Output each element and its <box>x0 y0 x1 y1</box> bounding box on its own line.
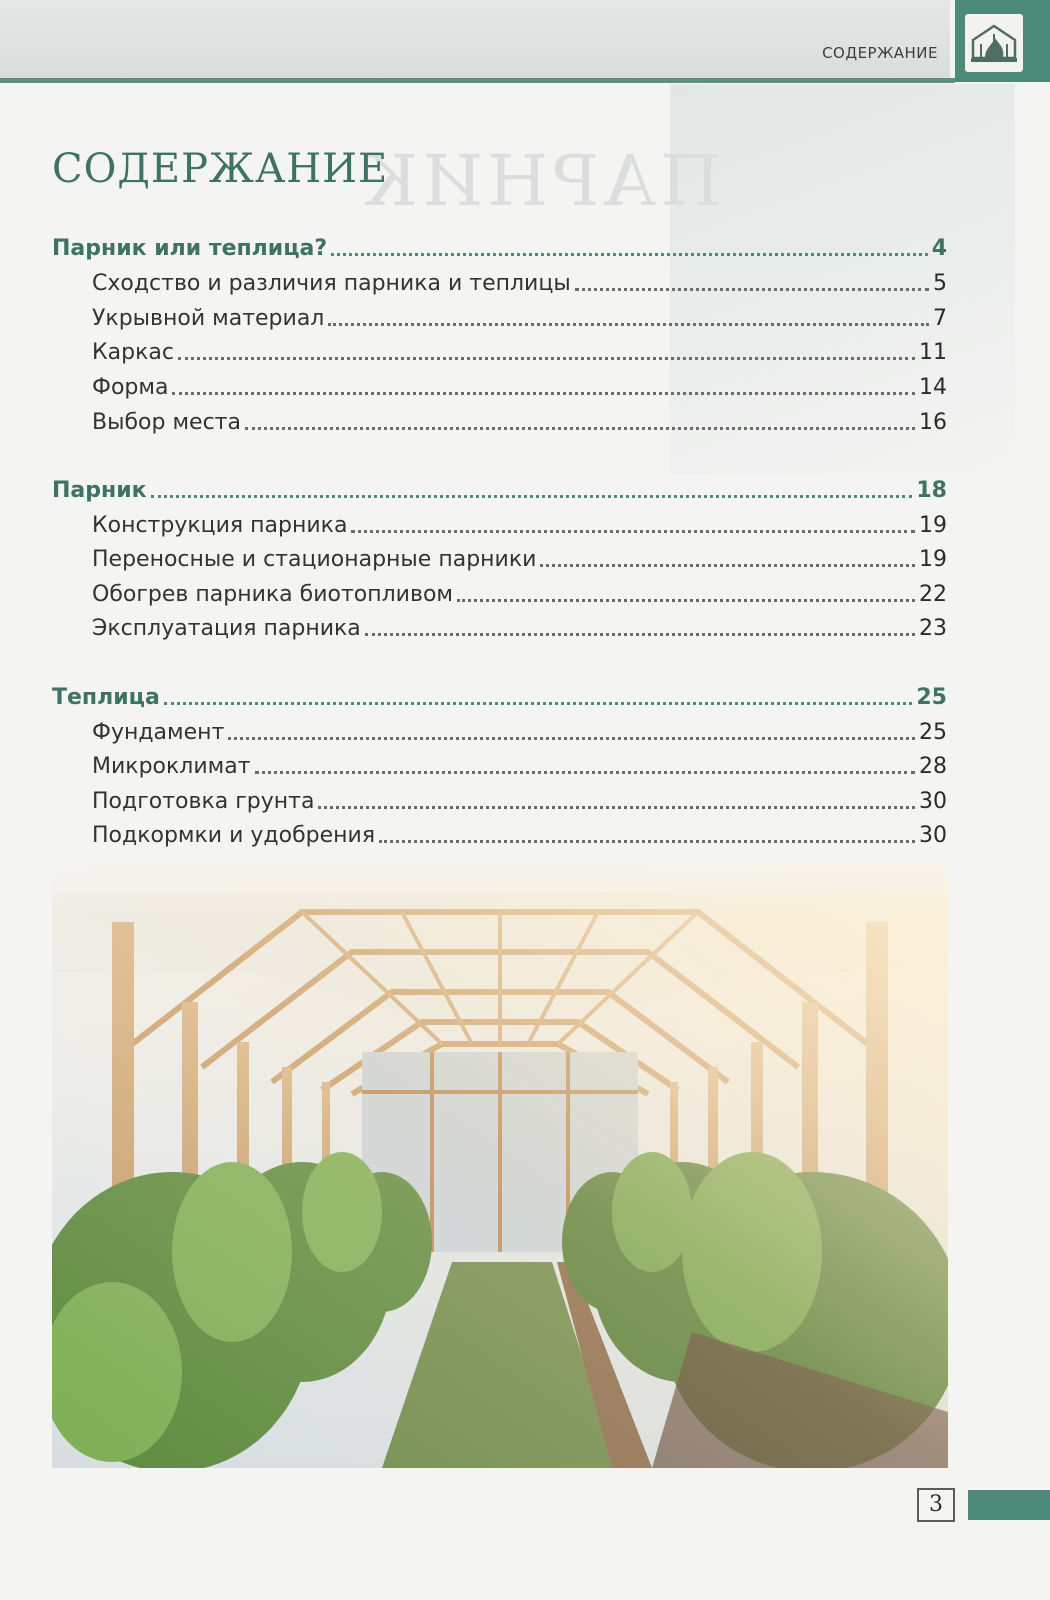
toc-entry-page: 18 <box>916 478 947 503</box>
toc-entry-page: 23 <box>919 616 947 641</box>
toc-entry-title: Каркас <box>92 340 174 365</box>
logo-tab <box>955 0 1050 82</box>
dot-leader <box>178 357 915 360</box>
toc-entry-title: Парник <box>52 478 147 503</box>
toc-entry <box>52 712 947 746</box>
toc-entry-page: 19 <box>919 547 947 572</box>
toc-entry <box>52 746 947 780</box>
running-header: СОДЕРЖАНИЕ <box>822 44 938 62</box>
toc-section-entry <box>52 470 947 504</box>
toc-entry <box>52 574 947 608</box>
dot-leader <box>228 737 915 740</box>
page-number-bar <box>968 1490 1050 1520</box>
toc-entry-title: Парник или теплица? <box>52 236 328 261</box>
toc-section-entry <box>52 677 947 711</box>
toc-entry-page: 25 <box>916 685 947 710</box>
dot-leader <box>328 323 929 326</box>
toc-entry-page: 25 <box>919 720 947 745</box>
greenhouse-plant-icon <box>965 14 1023 72</box>
dot-leader <box>172 392 915 395</box>
toc-entry-title: Теплица <box>52 685 160 710</box>
toc-entry-title: Конструкция парника <box>92 513 348 538</box>
toc-entry-page: 30 <box>919 823 947 848</box>
header-rule <box>0 78 955 83</box>
toc-entry-title: Форма <box>92 375 169 400</box>
dot-leader <box>575 288 929 291</box>
toc-entry <box>52 367 947 401</box>
dot-leader <box>255 771 915 774</box>
toc-entry-title: Переносные и стационарные парники <box>92 547 537 572</box>
page-title: СОДЕРЖАНИЕ <box>52 146 389 192</box>
toc-entry-title: Выбор места <box>92 410 241 435</box>
toc-entry <box>52 539 947 573</box>
toc-entry-page: 5 <box>933 271 947 296</box>
toc-entry-title: Обогрев парника биотопливом <box>92 582 454 607</box>
toc-entry-page: 4 <box>931 236 947 261</box>
toc-entry <box>52 263 947 297</box>
toc-entry <box>52 332 947 366</box>
toc-entry <box>52 608 947 642</box>
toc-entry-page: 11 <box>919 340 947 365</box>
dot-leader <box>351 530 915 533</box>
toc-entry-title: Микроклимат <box>92 754 251 779</box>
background-mirrored-text: ПАРНИК <box>360 140 722 222</box>
dot-leader <box>379 840 915 843</box>
dot-leader <box>318 806 915 809</box>
toc-entry-title: Подготовка грунта <box>92 789 315 814</box>
dot-leader <box>331 253 928 256</box>
dot-leader <box>245 427 915 430</box>
greenhouse-photo <box>52 852 948 1468</box>
dot-leader <box>540 564 915 567</box>
toc-entry-title: Подкормки и удобрения <box>92 823 376 848</box>
toc-entry <box>52 505 947 539</box>
toc-entry-page: 14 <box>919 375 947 400</box>
header-band <box>0 0 950 80</box>
toc-section-entry <box>52 228 947 262</box>
page-number: 3 <box>917 1488 955 1522</box>
toc-entry <box>52 298 947 332</box>
toc-entry-page: 19 <box>919 513 947 538</box>
toc-entry <box>52 815 947 849</box>
toc-entry <box>52 402 947 436</box>
dot-leader <box>151 495 913 498</box>
dot-leader <box>365 633 915 636</box>
toc-entry-title: Сходство и различия парника и теплицы <box>92 271 571 296</box>
toc-entry-page: 7 <box>933 306 947 331</box>
dot-leader <box>457 599 915 602</box>
dot-leader <box>164 702 913 705</box>
toc-entry-page: 22 <box>919 582 947 607</box>
toc-entry-title: Эксплуатация парника <box>92 616 361 641</box>
toc-entry <box>52 781 947 815</box>
toc-entry-page: 16 <box>919 410 947 435</box>
toc-entry-title: Фундамент <box>92 720 225 745</box>
toc-entry-page: 28 <box>919 754 947 779</box>
toc-entry-title: Укрывной материал <box>92 306 325 331</box>
toc-entry-page: 30 <box>919 789 947 814</box>
